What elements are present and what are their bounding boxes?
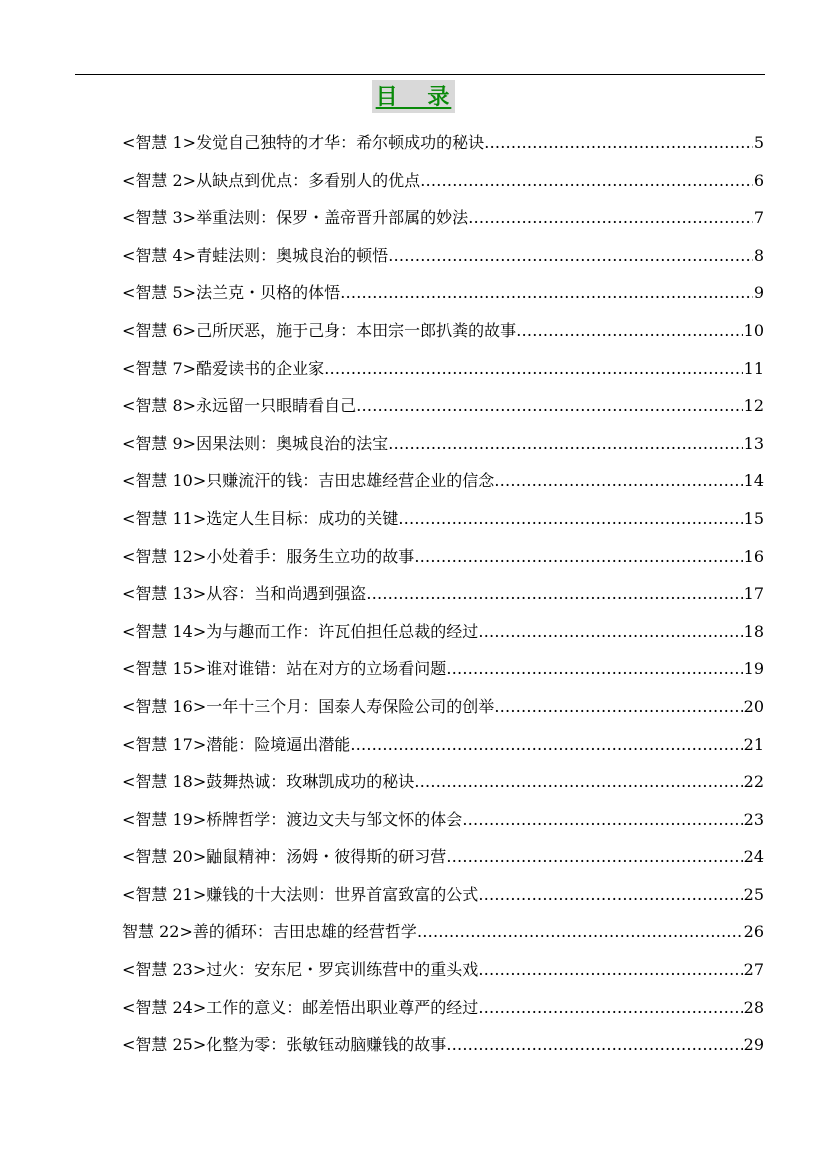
toc-leader-dots	[494, 688, 742, 726]
toc-entry[interactable]	[122, 613, 764, 651]
toc-leader-dots	[340, 274, 753, 312]
toc-page-number: 20	[743, 696, 764, 716]
toc-entry-label: <智慧 15>谁对谁错：站在对方的立场看问题	[122, 659, 447, 679]
toc-entry[interactable]	[122, 989, 764, 1027]
toc-entry-label: <智慧 12>小处着手：服务生立功的故事	[122, 546, 415, 566]
toc-entry-label: <智慧 1>发觉自己独特的才华：希尔顿成功的秘诀	[122, 133, 485, 152]
toc-entry[interactable]	[122, 838, 764, 876]
toc-leader-dots	[446, 838, 742, 876]
toc-entry-label: 智慧 22>善的循环：吉田忠雄的经营哲学	[122, 922, 417, 942]
toc-page-number: 26	[743, 922, 764, 942]
toc-entry-label: <智慧 19>桥牌哲学：渡边文夫与邹文怀的体会	[122, 809, 463, 829]
toc-page-number: 17	[743, 584, 764, 604]
toc-page-number: 14	[743, 471, 764, 491]
toc-page-number: 19	[743, 659, 764, 679]
toc-leader-dots	[388, 425, 743, 463]
title-container	[0, 80, 827, 113]
toc-entry-label: <智慧 3>举重法则：保罗・盖帝晋升部属的妙法	[122, 208, 469, 228]
toc-page-number: 22	[743, 772, 764, 792]
toc-leader-dots	[462, 801, 742, 839]
toc-leader-dots	[388, 237, 753, 275]
toc-leader-dots	[494, 462, 742, 500]
toc-entry[interactable]	[122, 124, 764, 162]
toc-page-number: 13	[743, 433, 764, 453]
toc-entry[interactable]	[122, 462, 764, 500]
toc-entry-label: <智慧 16>一年十三个月：国泰人寿保险公司的创举	[122, 696, 495, 716]
toc-entry[interactable]	[122, 199, 764, 237]
toc-entry[interactable]	[122, 350, 764, 388]
toc-entry[interactable]	[122, 763, 764, 801]
toc-entry-label: <智慧 5>法兰克・贝格的体悟	[122, 283, 341, 303]
toc-leader-dots	[366, 575, 742, 613]
toc-entry[interactable]	[122, 876, 764, 914]
toc-leader-dots	[468, 199, 753, 237]
toc-page-number: 11	[743, 358, 764, 378]
toc-entry[interactable]	[122, 951, 764, 989]
toc-page-number: 25	[743, 884, 764, 904]
toc-page-number: 7	[753, 208, 764, 228]
toc-entry[interactable]	[122, 425, 764, 463]
toc-leader-dots	[478, 613, 742, 651]
toc-page-number: 24	[743, 847, 764, 867]
toc-leader-dots	[356, 387, 743, 425]
toc-entry[interactable]	[122, 500, 764, 538]
toc-entry[interactable]	[122, 726, 764, 764]
toc-entry-label: <智慧 11>选定人生目标：成功的关键	[122, 508, 399, 528]
toc-entry[interactable]	[122, 538, 764, 576]
toc-entry[interactable]	[122, 801, 764, 839]
toc-entry-label: <智慧 7>酷爱读书的企业家	[122, 358, 325, 378]
toc-page-number: 28	[743, 997, 764, 1017]
toc-leader-dots	[484, 124, 753, 162]
toc-leader-dots	[446, 650, 742, 688]
toc-entry-label: <智慧 24>工作的意义：邮差悟出职业尊严的经过	[122, 997, 479, 1017]
toc-leader-dots	[478, 876, 742, 914]
toc-entry-label: <智慧 18>鼓舞热诚：玫琳凯成功的秘诀	[122, 772, 415, 792]
toc-entry[interactable]	[122, 1026, 764, 1064]
toc-entry-label: <智慧 9>因果法则：奥城良治的法宝	[122, 433, 389, 453]
toc-entry[interactable]	[122, 162, 764, 200]
toc-leader-dots	[398, 500, 742, 538]
toc-entry-label: <智慧 13>从容：当和尚遇到强盗	[122, 584, 367, 604]
toc-page-number: 27	[743, 960, 764, 980]
toc-entry[interactable]	[122, 650, 764, 688]
toc-entry[interactable]	[122, 688, 764, 726]
toc-entry-label: <智慧 2>从缺点到优点：多看别人的优点	[122, 170, 421, 190]
toc-page-number: 6	[753, 170, 764, 190]
toc-leader-dots	[417, 913, 743, 951]
toc-entry-label: <智慧 20>鼬鼠精神：汤姆・彼得斯的研习营	[122, 847, 447, 867]
toc-page-number: 23	[743, 809, 764, 829]
toc-page-number: 16	[743, 546, 764, 566]
toc-page-number: 29	[743, 1035, 764, 1055]
toc-leader-dots	[446, 1026, 742, 1064]
toc-entry-label: <智慧 23>过火：安东尼・罗宾训练营中的重头戏	[122, 960, 479, 980]
toc-leader-dots	[478, 989, 742, 1027]
toc-page-number: 5	[753, 133, 764, 152]
toc-entry-label: <智慧 8>永远留一只眼睛看自己	[122, 396, 357, 416]
toc-title: 目 录	[372, 80, 456, 113]
toc-entry-label: <智慧 14>为与趣而工作：许瓦伯担任总裁的经过	[122, 621, 479, 641]
toc-entry-label: <智慧 10>只赚流汗的钱：吉田忠雄经营企业的信念	[122, 471, 495, 491]
toc-entry[interactable]	[122, 312, 764, 350]
toc-entry-label: <智慧 4>青蛙法则：奥城良治的顿悟	[122, 245, 389, 265]
table-of-contents	[122, 124, 764, 1064]
toc-leader-dots	[414, 538, 742, 576]
toc-entry[interactable]	[122, 237, 764, 275]
toc-page-number: 12	[743, 396, 764, 416]
header-rule	[75, 74, 765, 75]
toc-entry-label: <智慧 6>己所厌恶，施于己身：本田宗一郎扒粪的故事	[122, 320, 517, 340]
toc-entry[interactable]	[122, 274, 764, 312]
toc-leader-dots	[350, 726, 742, 764]
toc-entry-label: <智慧 17>潜能：险境逼出潜能	[122, 734, 351, 754]
toc-page-number: 21	[743, 734, 764, 754]
toc-page-number: 18	[743, 621, 764, 641]
toc-leader-dots	[324, 350, 743, 388]
toc-entry-label: <智慧 21>赚钱的十大法则：世界首富致富的公式	[122, 884, 479, 904]
toc-entry[interactable]	[122, 387, 764, 425]
toc-entry[interactable]	[122, 575, 764, 613]
toc-leader-dots	[478, 951, 742, 989]
toc-entry[interactable]	[122, 913, 764, 951]
toc-entry-label: <智慧 25>化整为零：张敏钰动脑赚钱的故事	[122, 1035, 447, 1055]
toc-leader-dots	[420, 162, 753, 200]
toc-page-number: 8	[753, 245, 764, 265]
toc-leader-dots	[516, 312, 743, 350]
toc-page-number: 9	[753, 283, 764, 303]
toc-leader-dots	[414, 763, 742, 801]
toc-page-number: 15	[743, 508, 764, 528]
toc-page-number: 10	[743, 320, 764, 340]
